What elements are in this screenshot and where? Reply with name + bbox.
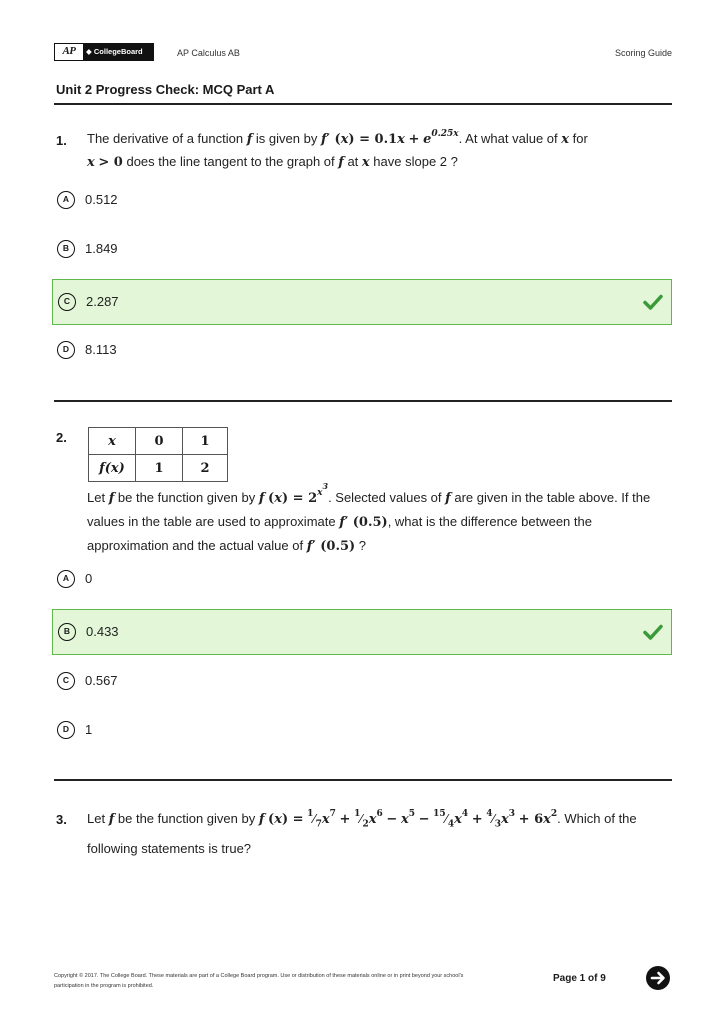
divider <box>54 103 672 105</box>
choice-2a[interactable] <box>52 557 672 603</box>
choice-1b[interactable] <box>52 227 672 273</box>
arrow-right-circle-icon <box>646 966 670 990</box>
question-1-text: The derivative of a function f is given by f′ $(x) = 0.1x + e^{0.25x}$. At what value of x for x > 0 does the line tangent to the graph of f at x have slope 2 ? <box>87 129 588 170</box>
question-number-3: 3. <box>56 812 67 827</box>
choice-1d[interactable] <box>52 328 672 374</box>
choice-text: 0.567 <box>85 673 118 688</box>
ap-logo-text: AP <box>55 44 83 60</box>
choice-letter-circle: A <box>57 191 75 209</box>
table-header-row <box>89 428 228 455</box>
page-title: Unit 2 Progress Check: MCQ Part A <box>56 82 275 97</box>
choice-letter-circle: B <box>57 240 75 258</box>
checkmark-icon <box>643 622 663 642</box>
choice-2b-correct[interactable] <box>52 609 672 655</box>
choice-text: 0.512 <box>85 192 118 207</box>
choice-text: 2.287 <box>86 294 119 309</box>
question-3-text: Let f be the function given by f $(x) = ^1⁄_7x^7$ + $^1⁄_2x^6 - x^5$ − $^{15}⁄_4x^4$ + $^4⁄_3x^3 + 6x^2$. Which of the following statements is true? <box>87 809 637 856</box>
question-2-text: Let f be the function given by f $(x) = 2^{x^3}$. Selected values of f are given in the table above. If the values in the table are used to approximate f′ (0.5), what is the difference between the approximation and the actual value of f′ (0.5) ? <box>87 481 651 554</box>
next-page-button[interactable] <box>646 966 670 990</box>
choice-letter-circle: C <box>57 672 75 690</box>
choice-text: 0 <box>85 571 93 586</box>
choice-text: 1 <box>85 722 93 737</box>
collegeboard-name: CollegeBoard <box>93 47 143 56</box>
table-cell: 1 <box>136 455 183 482</box>
choice-letter-circle: C <box>58 293 76 311</box>
choice-text: 8.113 <box>85 342 117 357</box>
choice-text: 1.849 <box>85 241 118 256</box>
choice-2c[interactable] <box>52 659 672 705</box>
scoring-guide-label: Scoring Guide <box>614 48 672 58</box>
choice-letter-circle: D <box>57 341 75 359</box>
table-cell: 0 <box>136 428 183 455</box>
course-name: AP Calculus AB <box>177 48 240 58</box>
choice-letter-circle: D <box>57 721 75 739</box>
copyright-notice: Copyright © 2017. The College Board. These materials are part of a College Board program. Use or distribution of these materials online or in print beyond your school's participation in the program is prohibited. <box>54 973 464 989</box>
question-number-1: 1. <box>56 133 67 148</box>
ap-collegeboard-logo <box>54 43 154 61</box>
table-cell: x <box>89 428 136 455</box>
divider <box>54 779 672 781</box>
table-cell: 2 <box>183 455 228 482</box>
page-number: Page 1 of 9 <box>553 973 606 984</box>
choice-1c-correct[interactable] <box>52 279 672 325</box>
question-number-2: 2. <box>56 430 67 445</box>
choice-1a[interactable] <box>52 178 672 224</box>
table-row <box>89 455 228 482</box>
table-cell: f(x) <box>89 455 136 482</box>
collegeboard-logo-text: ◆ CollegeBoard <box>83 44 153 60</box>
values-table <box>88 427 228 482</box>
choice-text: 0.433 <box>86 624 119 639</box>
choice-2d[interactable] <box>52 708 672 754</box>
choice-letter-circle: B <box>58 623 76 641</box>
choice-letter-circle: A <box>57 570 75 588</box>
table-cell: 1 <box>183 428 228 455</box>
divider <box>54 400 672 402</box>
checkmark-icon <box>643 292 663 312</box>
